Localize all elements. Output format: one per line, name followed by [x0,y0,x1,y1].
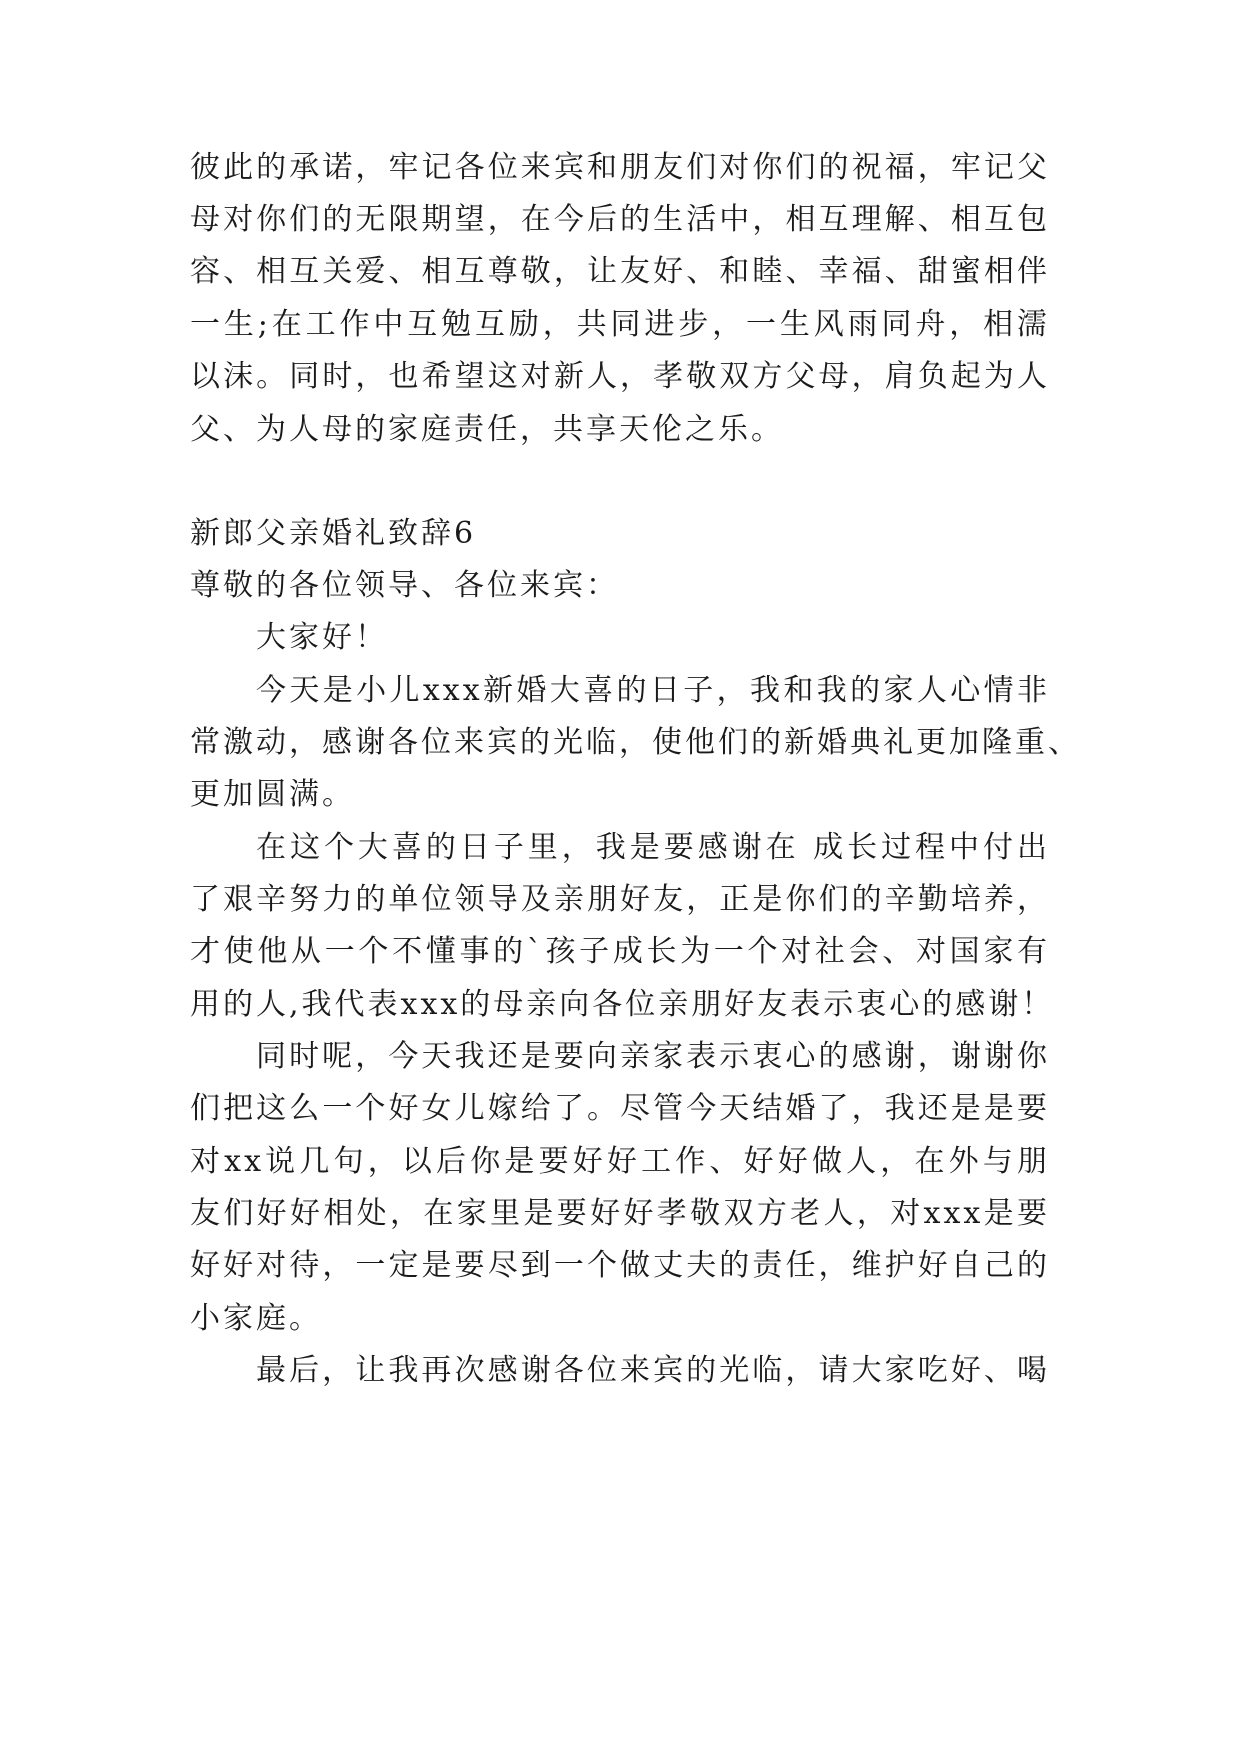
body-text-line: 父、为人母的家庭责任，共享天伦之乐。 [190,412,784,447]
section-title: 新郎父亲婚礼致辞6 [190,516,477,551]
body-text-line: 更加圆满。 [190,777,355,812]
body-text-line: 同时呢，今天我还是要向亲家表示衷心的感谢，谢谢你 [256,1039,1050,1074]
salutation: 尊敬的各位领导、各位来宾： [190,568,619,603]
body-text-line: 今天是小儿xxx新婚大喜的日子，我和我的家人心情非 [256,673,1050,708]
body-text-line: 常激动，感谢各位来宾的光临，使他们的新婚典礼更加隆重、 [190,725,1081,760]
body-text-line: 母对你们的无限期望，在今后的生活中，相互理解、相互包 [190,202,1050,237]
body-text-line: 对xx说几句，以后你是要好好工作、好好做人，在外与朋 [190,1144,1050,1179]
body-text-line: 们把这么一个好女儿嫁给了。尽管今天结婚了，我还是是要 [190,1091,1050,1126]
body-text-line: 用的人,我代表xxx的母亲向各位亲朋好友表示衷心的感谢！ [190,987,1055,1022]
body-text-line: 在这个大喜的日子里，我是要感谢在 成长过程中付出 [256,830,1050,865]
body-text-line: 了艰辛努力的单位领导及亲朋好友，正是你们的辛勤培养， [190,882,1050,917]
body-text-line: 容、相互关爱、相互尊敬，让友好、和睦、幸福、甜蜜相伴 [190,254,1050,289]
body-text-line: 小家庭。 [190,1301,322,1336]
greeting: 大家好！ [256,620,388,655]
body-text-line: 一生;在工作中互勉互励，共同进步，一生风雨同舟，相濡 [190,307,1050,342]
body-text-line: 彼此的承诺，牢记各位来宾和朋友们对你们的祝福，牢记父 [190,150,1050,185]
body-text-line: 以沫。同时，也希望这对新人，孝敬双方父母，肩负起为人 [190,359,1050,394]
body-text-line: 最后，让我再次感谢各位来宾的光临，请大家吃好、喝 [256,1353,1050,1388]
body-text-line: 友们好好相处，在家里是要好好孝敬双方老人，对xxx是要 [190,1196,1050,1231]
body-text-line: 好好对待，一定是要尽到一个做丈夫的责任，维护好自己的 [190,1248,1050,1283]
body-text-line: 才使他从一个不懂事的`孩子成长为一个对社会、对国家有 [190,934,1050,969]
